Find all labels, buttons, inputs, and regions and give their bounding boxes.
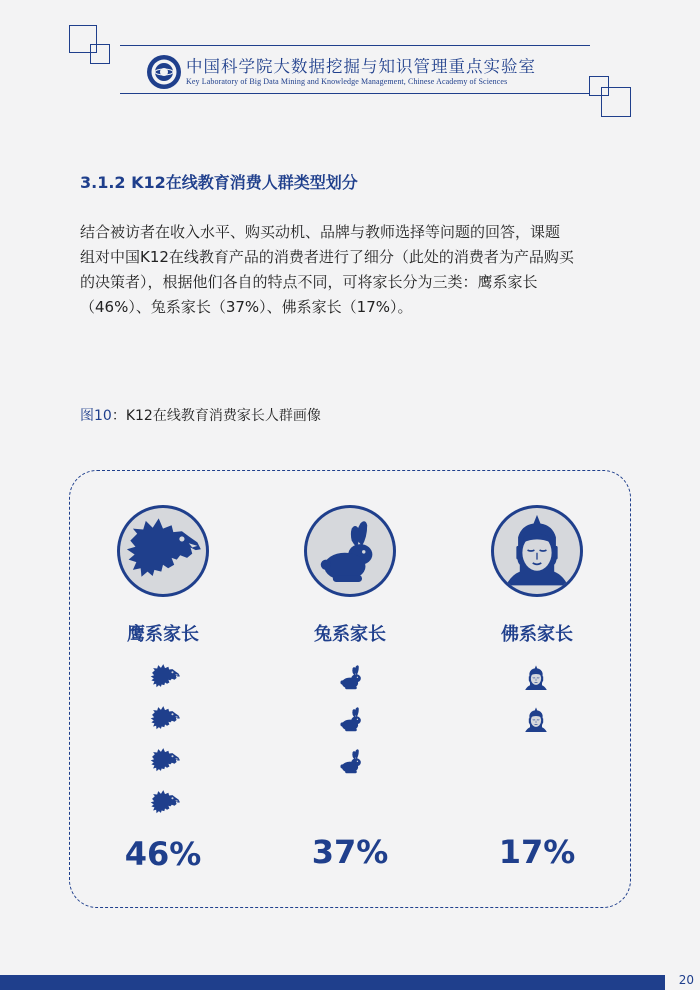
paragraph-line: 结合被访者在收入水平、购买动机、品牌与教师选择等问题的回答，课题	[80, 223, 561, 241]
header-divider	[120, 93, 590, 94]
eagle-icon	[120, 508, 206, 594]
header-divider	[120, 45, 590, 46]
section-title: 3.1.2 K12在线教育消费人群类型划分	[80, 173, 358, 192]
buddha-icon	[521, 700, 551, 740]
figure-caption	[80, 405, 321, 425]
cas-logo-icon	[146, 54, 182, 90]
eagle-badge	[117, 505, 209, 597]
rabbit-icon	[335, 660, 369, 694]
header-deco-square	[601, 87, 631, 117]
rabbit-icon	[335, 702, 369, 736]
page-number: 20	[678, 973, 694, 987]
buddha-icon	[494, 508, 580, 594]
header-deco-square	[90, 44, 110, 64]
rabbit-icon	[335, 744, 369, 778]
group-percent: 46%	[124, 835, 202, 873]
eagle-icon	[148, 702, 182, 736]
eagle-icon	[148, 744, 182, 778]
eagle-icon	[148, 660, 182, 694]
group-label: 鹰系家长	[127, 624, 199, 645]
eagle-icon	[148, 786, 182, 820]
buddha-badge	[491, 505, 583, 597]
org-name-cn: 中国科学院大数据挖掘与知识管理重点实验室	[186, 57, 536, 76]
figure-number: 图10	[80, 408, 112, 424]
rabbit-icon	[307, 508, 393, 594]
rabbit-badge	[304, 505, 396, 597]
group-label: 兔系家长	[314, 624, 386, 645]
body-paragraph	[80, 220, 625, 320]
group-percent: 17%	[498, 833, 576, 871]
group-label: 佛系家长	[501, 624, 573, 645]
paragraph-line: （46%）、兔系家长（37%）、佛系家长（17%）。	[80, 298, 413, 316]
footer-bar	[0, 975, 665, 990]
paragraph-line: 组对中国K12在线教育产品的消费者进行了细分（此处的消费者为产品购买	[80, 248, 574, 266]
paragraph-line: 的决策者），根据他们各自的特点不同，可将家长分为三类：鹰系家长	[80, 273, 538, 291]
group-percent: 37%	[311, 833, 389, 871]
org-name-en: Key Laboratory of Big Data Mining and Knowledge Management, Chinese Academy of Sciences	[186, 77, 508, 86]
figure-caption-text: ：K12在线教育消费家长人群画像	[111, 408, 321, 424]
buddha-icon	[521, 658, 551, 698]
